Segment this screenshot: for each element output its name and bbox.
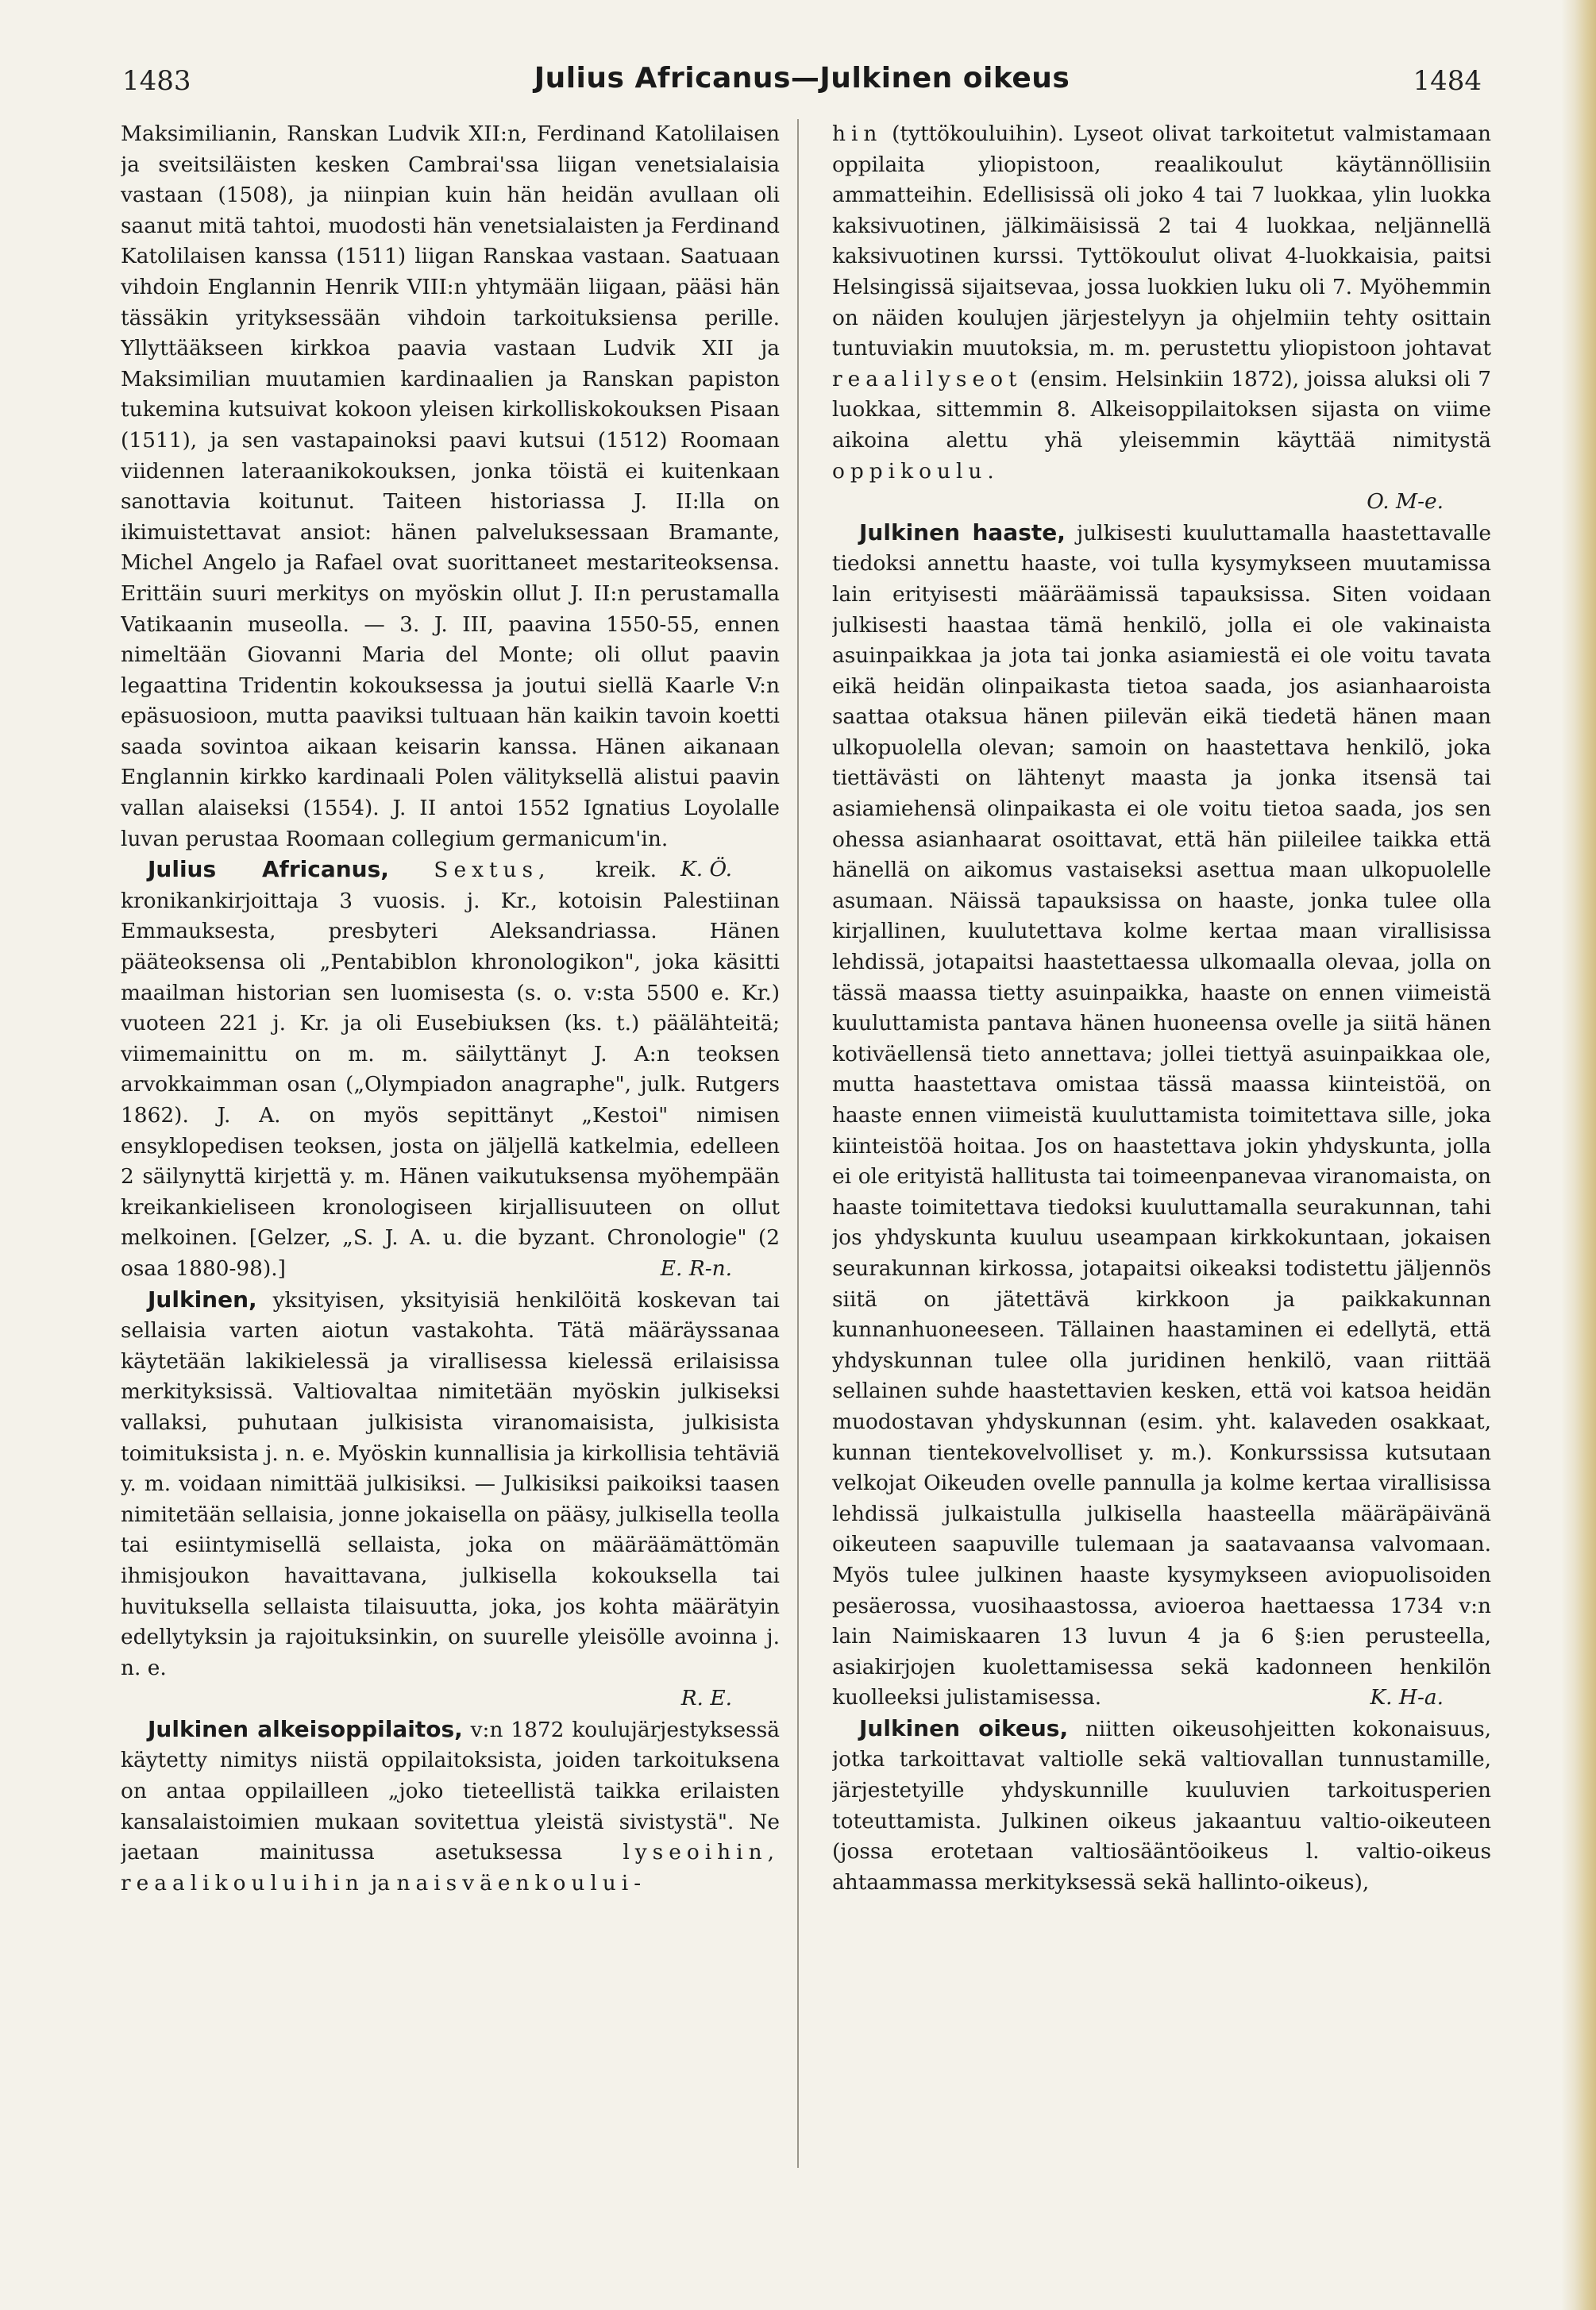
- entry-spaced-word: Sextus,: [434, 858, 551, 883]
- author-signature: R. E.: [680, 1686, 732, 1711]
- entry-text: yksityisen, yksityisiä henkilöitä koskevan tai sellaisia varten aiotun vastakohta. Tätä määräyssanaa käytetään lakikielessä ja virallisessa kielessä erilaisissa merkityksissä. Valtiovaltaa nimitetään myöskin julkiseksi vallaksi, puhutaan julkisista viranomaisista, julkisista toimituksista j. n. e. Myöskin kunnallisia ja kirkollisia tehtäviä y. m. voidaan nimittää julkisiksi. — Julkisiksi paikoiksi taasen nimitetään sellaisia, jonne jokaisella on pääsy, julkisella teolla tai esiintymisellä sellaista, joka on määräämättömän ihmisjoukon havaittavana, julkisella kokouksella tai huvituksella sellaista tilaisuutta, joka, jos kohta määrätyin edellytyksin ja rajoituksinkin, on suurelle yleisölle avoinna j. n. e.: [121, 1287, 780, 1680]
- entry-spaced-word: reaalikouluihin: [121, 1870, 364, 1895]
- left-column: [121, 119, 780, 2263]
- entry-spaced-word: oppikoulu.: [832, 458, 1000, 484]
- right-column: [832, 119, 1491, 2263]
- page-number-left: 1483: [122, 65, 191, 97]
- entry-julkinen-haaste: [832, 518, 1491, 1714]
- entry-text: (ensim. Helsinkiin 1872), joissa aluksi oli 7 luokkaa, sittemmin 8. Alkeisoppilaitoksen sijasta on viime aikoina alettu yhä yleisemmin käyttää nimitystä: [832, 366, 1491, 453]
- entry-julkinen-oikeus: [832, 1714, 1491, 1899]
- entry-text: kreik. kronikankirjoittaja 3 vuosis. j. Kr., kotoisin Palestiinan Emmauksesta, presbyteri Aleksandriassa. Hänen pääteoksensa oli „Pentabiblon khronologikon", joka käsitti maailman historian sen luomisesta (s. o. v:sta 5500 e. Kr.) vuoteen 221 j. Kr. ja oli Eusebiuksen (ks. t.) päälähteitä; viimemainittu on m. m. säilyttänyt J. A:n teoksen arvokkaimman osan („Olympiadon anagraphe", julk. Rutgers 1862). J. A. on myös sepittänyt „Kestoi" nimisen ensyklopedisen teoksen, josta on jäljellä katkelmia, edelleen 2 säilynyttä kirjettä y. m. Hänen vaikutuksensa myöhempään kreikankieliseen kronologiseen kirjallisuuteen on ollut melkoinen. [Gelzer, „S. J. A. u. die byzant. Chronologie" (2 osaa 1880-98).]: [121, 858, 780, 1281]
- page-number-right: 1484: [1413, 65, 1482, 97]
- entry-headword: Julkinen,: [148, 1286, 257, 1313]
- entry-text: julkisesti kuuluttamalla haastettavalle tiedoksi annettu haaste, voi tulla kysymykseen muutamissa lain erityisesti määräämissä tapauksissa. Siten voidaan julkisesti haastaa tämä henkilö, jolla ei ole vakinaista asuinpaikkaa ja jota tai jonka asiamiestä ei ole voitu tavata eikä heidän olinpaikasta tietoa saada, jos asianhaaroista saattaa otaksua hänen piilevän eikä tiedetä hänen maan ulkopuolella olevan; samoin on haastettava henkilö, joka tiettävästi on lähtenyt maasta ja jonka itsensä tai asiamiehensä olinpaikasta ei ole voitu tietoa saada, jos sen ohessa asianhaarat osoittavat, että hän piileilee taikka että hänellä on aikomus vastaiseksi asettua maan ulkopuolelle asumaan. Näissä tapauksissa on haaste, jonka tulee olla kirjallinen, kuulutettava kolme kertaa maan virallisissa lehdissä, jotapaitsi haastettaessa ulkomaalla olevaa, jolla on tässä maassa tietty asuinpaikka, haaste on ennen viimeistä kuuluttamista pantava hänen huoneensa ovelle ja siitä hänen kotiväellensä tieto annettava; jollei tiettyä asuinpaikkaa ole, mutta haastettava omistaa tässä maassa kiinteistöä, on haaste ennen viimeistä kuuluttamista toimitettava sille, joka kiinteistöä hoitaa. Jos on haastettava jokin yhdyskunta, jolla ei ole erityistä hallitusta tai toimeenpanevaa viranomaista, on haaste toimitettava tiedoksi kuuluttamalla seurakunnan, tahi jos yhdyskunta kuuluu useampaan kirkkokuntaan, jokaisen seurakunnan kirkossa, jotapaitsi oikeaksi todistettu jäljennös siitä on jätettävä kirkkoon ja paikkakunnan kunnanhuoneeseen. Tällainen haastaminen ei edellytä, että yhdyskunnan tulee olla juridinen henkilö, vaan riittää sellainen suhde haastettavien kesken, että voi katsoa heidän muodostavan yhdyskunnan (esim. yht. kalaveden osakkaat, kunnan tientekovelvolliset y. m.). Konkurssissa kutsutaan velkojat Oikeuden ovelle pannulla ja kolme kertaa virallisissa lehdissä julkaistulla julkisella haasteella määräpäivänä oikeuteen saapuville tulemaan ja saatavaansa valvomaan. Myös tulee julkinen haaste kysymykseen aviopuolisoiden pesäerossa, vuosihaastossa, avioeroa haettaessa 1734 v:n lain Naimiskaaren 13 luvun 4 ja 6 §:ien perusteella, asiakirjojen kuolettamisessa sekä kadonneen henkilön kuolleeksi julistamisessa.: [832, 520, 1491, 1710]
- entry-text: v:n 1872 koulujärjestyksessä käytetty nimitys niistä oppilaitoksista, joiden tarkoituksena on antaa oppilailleen „joko tieteellistä taikka erilaisten kansalaistoimien mukaan sovitettua yleistä sivistystä". Ne jaetaan mainitussa asetuksessa: [121, 1717, 780, 1865]
- entry-julkinen: [121, 1285, 780, 1684]
- page-edge: [1561, 0, 1596, 2310]
- entry-spaced-word: naisväenkoului-: [396, 1870, 647, 1895]
- entry-text: (tyttökouluihin). Lyseot olivat tarkoitetut valmistamaan oppilaita yliopistoon, reaalikoulut käytännöllisiin ammatteihin. Edellisissä oli joko 4 tai 7 luokkaa, ylin luokka kaksivuotinen, jälkimäisissä 2 tai 4 luokkaa, neljännellä kaksivuotinen kurssi. Tyttökoulut olivat 4-luokkaisia, paitsi Helsingissä sijaitsevaa, jossa luokkien luku oli 7. Myöhemmin on näiden koulujen järjestelyyn ja ohjelmiin tehty osittain tuntuviakin muutoksia, m. m. perustettu yliopistoon johtavat: [832, 121, 1491, 361]
- running-title: Julius Africanus—Julkinen oikeus: [534, 62, 1070, 94]
- page-header: [119, 62, 1485, 110]
- entry-headword: Julkinen haaste,: [859, 519, 1066, 546]
- entry-text: niitten oikeusohjeitten kokonaisuus, jotka tarkoittavat valtiolle sekä valtiovallan tunnustamille, järjestetyille yhdyskunnille kuuluvien tarkoitusperien toteuttamista. Julkinen oikeus jakaantuu valtio-oikeuteen (jossa erotetaan valtiosääntöoikeus l. valtio-oikeus ahtaammassa merkityksessä sekä hallinto-oikeus),: [832, 1716, 1491, 1895]
- entry-julkinen-alkeisoppilaitos: [121, 1714, 780, 1899]
- entry-headword: Julkinen alkeisoppilaitos,: [148, 1715, 463, 1742]
- entry-headword: Julkinen oikeus,: [859, 1714, 1069, 1741]
- entry-text: ja: [364, 1870, 397, 1895]
- entry-headword: Julius Africanus,: [148, 856, 389, 883]
- author-signature: O. M-e.: [1367, 489, 1444, 515]
- entry-text: Maksimilianin, Ranskan Ludvik XII:n, Ferdinand Katolilaisen ja sveitsiläisten kesken Cambrai'ssa liigan venetsialaisia vastaan (1508), ja niinpian kuin hän heidän avullaan oli saanut mitä tahtoi, muodosti hän venetsialaisten ja Ferdinand Katolilaisen kanssa (1511) liigan Ranskaa vastaan. Saatuaan vihdoin Englannin Henrik VIII:n yhtymään liigaan, pääsi hän tässäkin yrityksessään vihdoin tarkoituksiensa perille. Yllyttääkseen kirkkoa paavia vastaan Ludvik XII ja Maksimilian muutamien kardinaalien ja Ranskan papiston tukemina kutsuivat kokoon yleisen kirkolliskokouksen Pisaan (1511), ja sen vastapainoksi paavi kutsui (1512) Roomaan viidennen lateraanikokouksen, jonka töistä ei kuitenkaan sanottavia koitunut. Taiteen historiassa J. II:lla on ikimuistettavat ansiot: hänen palveluksessaan Bramante, Michel Angelo ja Rafael ovat suorittaneet mestariteoksensa. Erittäin suuri merkitys on myöskin ollut J. II:n perustamalla Vatikaanin museolla. — 3. J. III, paavina 1550-55, ennen nimeltään Giovanni Maria del Monte; oli ollut paavin legaattina Tridentin kokouksessa ja joutui siellä Kaarle V:n epäsuosioon, mutta paaviksi tultuaan hän kaikin tavoin koetti saada sovintoa aikaan keisarin kanssa. Hänen aikanaan Englannin kirkko kardinaali Polen välityksellä alistui paavin vallan alaiseksi (1554). J. II antoi 1552 Ignatius Loyolalle luvan perustaa Roomaan collegium germanicum'in.: [121, 121, 780, 851]
- entry-continuation: [832, 119, 1491, 487]
- entry-spaced-word: reaalilyseot: [832, 366, 1023, 391]
- entry-spaced-word: lyseoihin,: [623, 1840, 780, 1865]
- author-signature: K. H-a.: [1370, 1685, 1444, 1710]
- entry-spaced-word: hin: [832, 121, 883, 146]
- author-signature: E. R-n.: [660, 1255, 732, 1281]
- column-divider: [797, 119, 799, 2168]
- author-signature: K. Ö.: [680, 857, 732, 882]
- entry-julius-africanus: [121, 854, 780, 1284]
